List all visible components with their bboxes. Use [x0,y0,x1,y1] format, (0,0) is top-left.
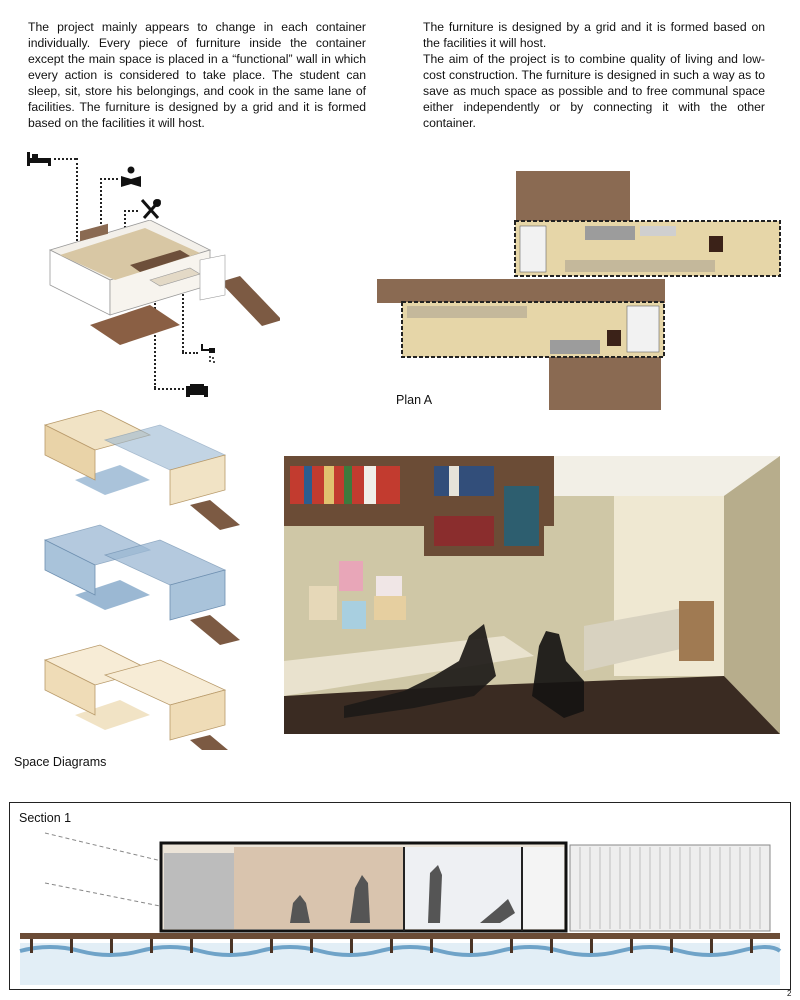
bed-icon [26,148,52,170]
page-number: 2 [787,989,792,998]
space-diagram-2 [45,525,240,645]
space-diagrams [40,410,250,750]
reading-icon [118,166,144,188]
right-paragraph-1: The furniture is designed by a grid and it is formed based on the facilities it will host. [423,20,765,50]
axonometric-function-diagram [20,140,280,410]
right-text-block [423,19,765,131]
section-1-frame [9,802,791,990]
interior-render-image [284,456,780,734]
left-paragraph: The project mainly appears to change in each container individually. Every piece of furniture inside the container except the main space is placed in a “functional” wall in which every action is considered to take place. The student can sleep, sit, store his belongings, and cook in the same lane of facilities. The furniture is designed by a grid and it is formed based on the facilities it will host. [28,20,366,130]
space-diagram-3 [45,645,240,750]
plan-a-label: Plan A [396,393,433,407]
plan-a-drawing [375,168,785,413]
section-1-label: Section 1 [19,811,72,825]
cooking-icon [138,198,164,220]
axonometric-container-illustration [40,220,280,370]
space-diagram-1 [45,410,240,530]
space-diagrams-label: Space Diagrams [14,755,107,769]
sofa-icon [184,378,210,400]
right-paragraph-2: The aim of the project is to combine quality of living and low-cost construction. The furniture is designed in such a way as to save as much space as possible and to free communal space either independently or by connecting it with the other container. [423,52,765,130]
